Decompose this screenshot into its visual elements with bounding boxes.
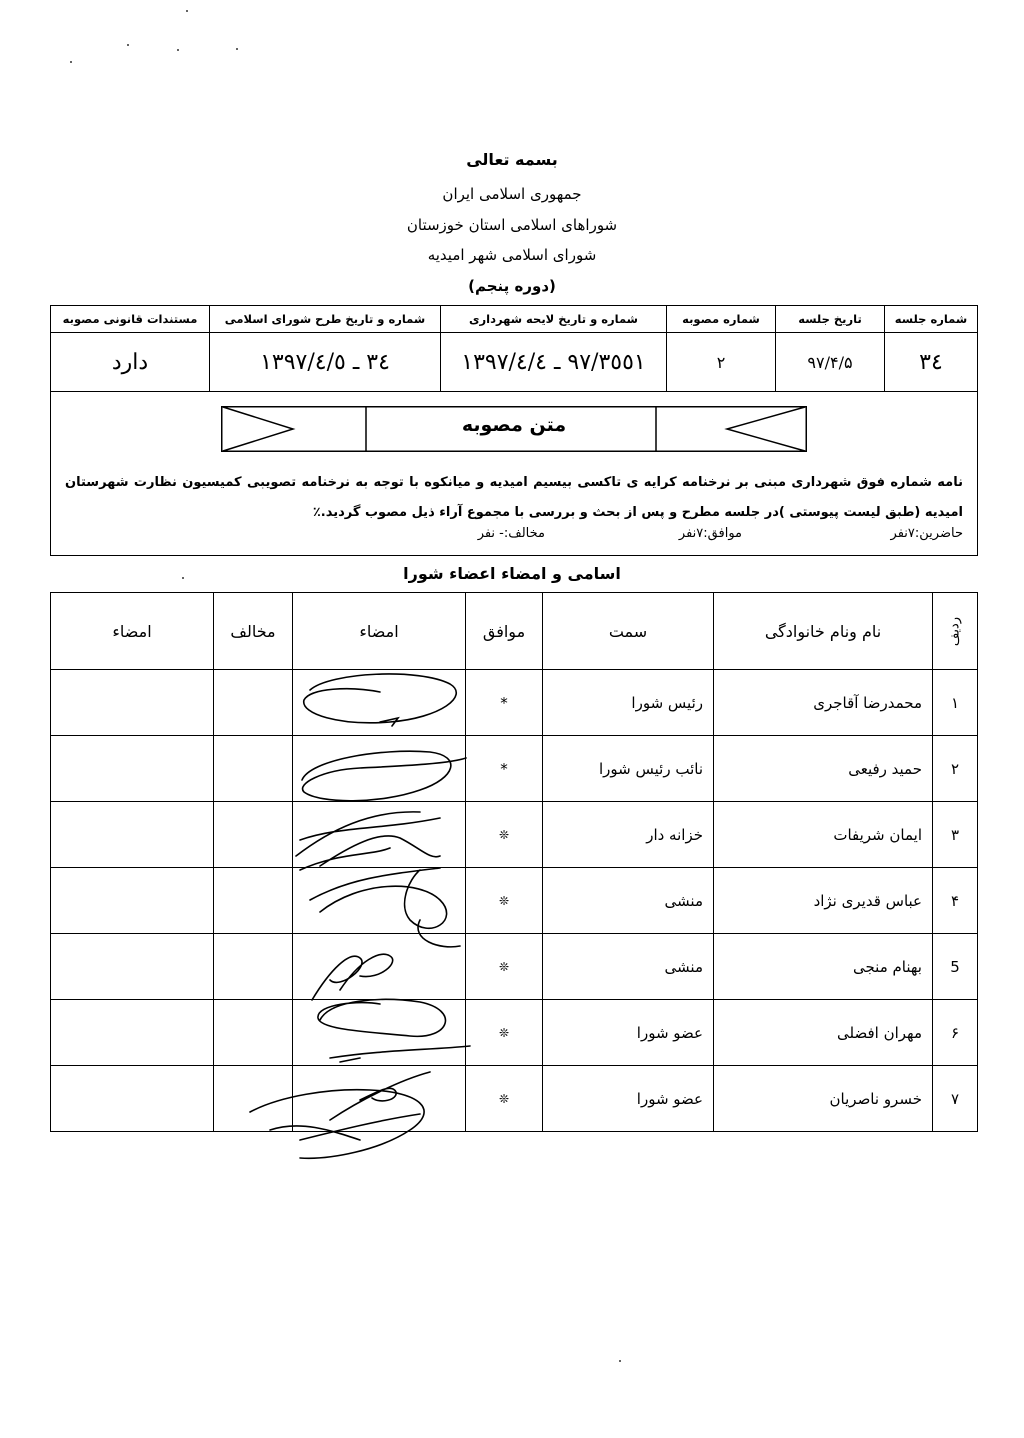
member-position: خزانه دار bbox=[543, 802, 714, 868]
vote-summary bbox=[51, 526, 977, 548]
member-row-number: ۶ bbox=[933, 1000, 978, 1066]
document-title: بسمه تعالی bbox=[466, 150, 558, 169]
scan-speck bbox=[70, 61, 72, 63]
bill-number-date-header: شماره و تاریخ لایحه شهرداری bbox=[441, 306, 667, 333]
member-name: خسرو ناصریان bbox=[714, 1066, 933, 1132]
member-signature-cell bbox=[293, 1066, 466, 1132]
member-signature2-cell bbox=[51, 670, 214, 736]
member-name: حمید رفیعی bbox=[714, 736, 933, 802]
info-header-row bbox=[51, 306, 978, 333]
signature2-header: امضاء bbox=[51, 593, 214, 670]
plan-number-date-value: ٣٤ ـ ١٣٩٧/٤/٥ bbox=[210, 333, 441, 392]
bill-number-date-value: ٩٧/٣٥٥١ ـ ١٣٩٧/٤/٤ bbox=[441, 333, 667, 392]
member-vote: * bbox=[466, 670, 543, 736]
member-signature2-cell bbox=[51, 934, 214, 1000]
member-position: عضو شورا bbox=[543, 1066, 714, 1132]
member-against-cell bbox=[214, 802, 293, 868]
member-name: ایمان شریفات bbox=[714, 802, 933, 868]
member-row bbox=[51, 736, 978, 802]
city-council-line: شورای اسلامی شهر امیدیه bbox=[427, 246, 597, 264]
session-number-header: شماره جلسه bbox=[885, 306, 978, 333]
term-line: (دوره پنجم) bbox=[468, 277, 556, 295]
member-row bbox=[51, 1000, 978, 1066]
scan-speck bbox=[236, 48, 238, 50]
member-signature2-cell bbox=[51, 868, 214, 934]
session-info-table bbox=[50, 305, 978, 392]
member-row bbox=[51, 802, 978, 868]
member-position: نائب رئیس شورا bbox=[543, 736, 714, 802]
member-signature-cell bbox=[293, 670, 466, 736]
member-against-cell bbox=[214, 736, 293, 802]
members-table bbox=[50, 592, 978, 1132]
name-header: نام ونام خانوادگی bbox=[714, 593, 933, 670]
legal-documents-value: دارد bbox=[51, 333, 210, 392]
row-number-header bbox=[933, 593, 978, 670]
member-row bbox=[51, 1066, 978, 1132]
member-vote: ❊ bbox=[466, 1066, 543, 1132]
against-count: مخالف:- نفر bbox=[477, 526, 545, 541]
member-position: منشی bbox=[543, 868, 714, 934]
session-number-value: ٣٤ bbox=[885, 333, 978, 392]
row-number-header-label: ردیف bbox=[947, 616, 963, 646]
scan-speck bbox=[182, 577, 184, 579]
legal-documents-header: مستندات قانونی مصوبه bbox=[51, 306, 210, 333]
province-councils-line: شوراهای اسلامی استان خوزستان bbox=[406, 216, 618, 234]
member-vote: ❊ bbox=[466, 868, 543, 934]
member-against-cell bbox=[214, 934, 293, 1000]
scan-speck bbox=[127, 44, 129, 46]
in-favor-count: موافق:۷نفر bbox=[678, 526, 742, 541]
scan-speck bbox=[186, 10, 188, 12]
resolution-heading: متن مصوبه bbox=[461, 414, 567, 436]
member-row-number: ١ bbox=[933, 670, 978, 736]
member-signature2-cell bbox=[51, 802, 214, 868]
against-header: مخالف bbox=[214, 593, 293, 670]
resolution-text-box bbox=[50, 388, 978, 556]
member-vote: ❊ bbox=[466, 1000, 543, 1066]
position-header: سمت bbox=[543, 593, 714, 670]
member-against-cell bbox=[214, 868, 293, 934]
member-signature2-cell bbox=[51, 1000, 214, 1066]
present-count: حاضرین:۷نفر bbox=[890, 526, 963, 541]
plan-number-date-header: شماره و تاریخ طرح شورای اسلامی bbox=[210, 306, 441, 333]
member-name: مهران افضلی bbox=[714, 1000, 933, 1066]
member-name: عباس قدیری نژاد bbox=[714, 868, 933, 934]
member-against-cell bbox=[214, 670, 293, 736]
member-vote: ❊ bbox=[466, 802, 543, 868]
session-date-header: تاریخ جلسه bbox=[776, 306, 885, 333]
member-signature2-cell bbox=[51, 1066, 214, 1132]
member-row bbox=[51, 670, 978, 736]
info-value-row bbox=[51, 333, 978, 392]
member-against-cell bbox=[214, 1000, 293, 1066]
member-vote: * bbox=[466, 736, 543, 802]
member-row-number: ٢ bbox=[933, 736, 978, 802]
member-name: بهنام منجی bbox=[714, 934, 933, 1000]
member-position: رئیس شورا bbox=[543, 670, 714, 736]
members-section-title: اسامی و امضاء اعضاء شورا bbox=[403, 564, 621, 583]
session-date-value: ۹۷/۴/۵ bbox=[776, 333, 885, 392]
member-signature-cell bbox=[293, 736, 466, 802]
member-row-number: ۴ bbox=[933, 868, 978, 934]
resolution-number-header: شماره مصوبه bbox=[667, 306, 776, 333]
scan-speck bbox=[177, 49, 179, 51]
member-signature-cell bbox=[293, 868, 466, 934]
signature-header: امضاء bbox=[293, 593, 466, 670]
in-favor-header: موافق bbox=[466, 593, 543, 670]
scan-speck bbox=[619, 1360, 621, 1362]
member-row-number: 5 bbox=[933, 934, 978, 1000]
member-signature-cell bbox=[293, 1000, 466, 1066]
member-signature-cell bbox=[293, 934, 466, 1000]
member-row-number: ٧ bbox=[933, 1066, 978, 1132]
member-position: منشی bbox=[543, 934, 714, 1000]
member-signature2-cell bbox=[51, 736, 214, 802]
country-line: جمهوری اسلامی ایران bbox=[442, 185, 582, 203]
member-name: محمدرضا آقاجری bbox=[714, 670, 933, 736]
resolution-number-value: ۲ bbox=[667, 333, 776, 392]
member-against-cell bbox=[214, 1066, 293, 1132]
member-vote: ❊ bbox=[466, 934, 543, 1000]
resolution-text: نامه شماره فوق شهرداری مبنی بر نرخنامه کرایه ی تاکسی بیسیم امیدیه و میانکوه با توجه به نرخنامه تصویبی کمیسیون نظارت شهرستان امیدیه (طبق لیست پیوستی )در جلسه مطرح و پس از بحث و بررسی با مجموع آراء ذیل مصوب گردید.٪ bbox=[65, 475, 963, 520]
member-position: عضو شورا bbox=[543, 1000, 714, 1066]
members-header-row bbox=[51, 593, 978, 670]
member-row-number: ٣ bbox=[933, 802, 978, 868]
member-signature-cell bbox=[293, 802, 466, 868]
member-row bbox=[51, 934, 978, 1000]
member-row bbox=[51, 868, 978, 934]
